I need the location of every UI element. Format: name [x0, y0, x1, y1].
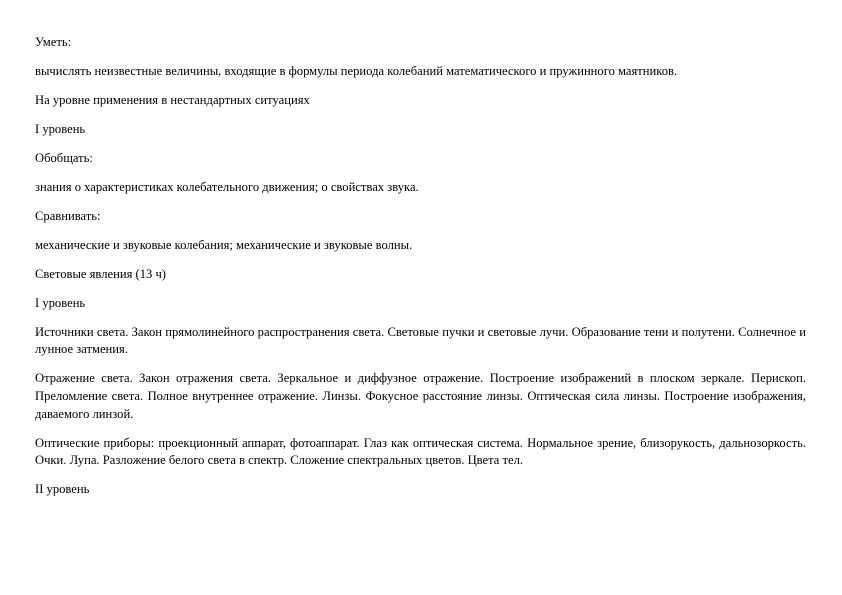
level-two-label: II уровень	[35, 482, 90, 497]
paragraph-light-sources: Источники света. Закон прямолинейного распространения света. Световые пучки и световые лучи. Образование тени и полутени. Солнечное и лунное затмения.	[35, 324, 806, 357]
section-light-phenomena: Световые явления (13 ч)	[35, 266, 166, 281]
paragraph-calculate: вычислять неизвестные величины, входящие в формулы периода колебаний математического и пружинного маятников.	[35, 63, 678, 78]
paragraph-mechanical-sound: механические и звуковые колебания; механические и звуковые волны.	[35, 237, 413, 252]
heading-compare: Сравнивать:	[35, 208, 101, 223]
level-one-label: I уровень	[35, 121, 86, 136]
paragraph-optical-devices: Оптические приборы: проекционный аппарат, фотоаппарат. Глаз как оптическая система. Нормальное зрение, близорукость, дальнозоркость. Очки. Лупа. Разложение белого света в спектр. Сложение спектральных цветов. Цвета тел.	[35, 435, 806, 468]
level-one-label-2: I уровень	[35, 295, 86, 310]
paragraph-reflection: Отражение света. Закон отражения света. Зеркальное и диффузное отражение. Построение изображений в плоском зеркале. Перископ. Преломление света. Полное внутреннее отражение. Линзы. Фокусное расстояние линзы. Оптическая сила линзы. Построение изображения, даваемого линзой.	[35, 371, 806, 421]
document-page	[35, 34, 806, 510]
paragraph-oscillation-knowledge: знания о характеристиках колебательного движения; о свойствах звука.	[35, 179, 419, 194]
heading-umet: Уметь:	[35, 35, 72, 49]
paragraph-application-level: На уровне применения в нестандартных ситуациях	[35, 92, 310, 107]
heading-generalize: Обобщать:	[35, 150, 93, 165]
